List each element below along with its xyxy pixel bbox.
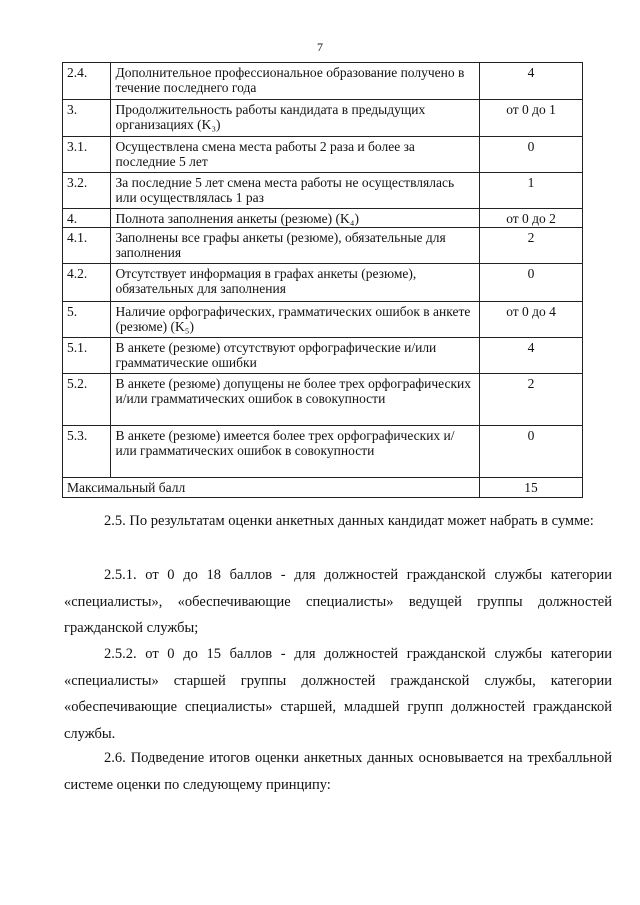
paragraph-text: 2.5.2. от 0 до 15 баллов - для должностей гражданской службы категории «специалисты» старшей группы должностей гражданской службы, категории «обеспечивающие специалисты» старшей, младшей групп должностей гражданской службы.: [64, 646, 612, 742]
row-score: 0: [480, 137, 583, 173]
table-row: [63, 338, 583, 374]
row-number: 4.: [63, 209, 111, 228]
table-row: [63, 173, 583, 209]
table-row: [63, 63, 583, 100]
row-number: 5.2.: [63, 374, 111, 426]
row-score: 2: [480, 228, 583, 264]
row-description: Полнота заполнения анкеты (резюме) (K₄): [111, 209, 480, 228]
table-row: [63, 209, 583, 228]
row-description: Заполнены все графы анкеты (резюме), обязательные для заполнения: [111, 228, 480, 264]
row-number: 3.1.: [63, 137, 111, 173]
row-number: 5.: [63, 302, 111, 338]
row-score: от 0 до 4: [480, 302, 583, 338]
row-description: В анкете (резюме) имеется более трех орфографических и/или грамматических ошибок в совокупности: [111, 426, 480, 478]
row-description: Продолжительность работы кандидата в предыдущих организациях (K₃): [111, 100, 480, 137]
paragraph-2-5-2: [64, 641, 612, 747]
table-row: [63, 374, 583, 426]
paragraph-2-6: [64, 745, 612, 798]
table-row: [63, 228, 583, 264]
row-number: 3.2.: [63, 173, 111, 209]
row-description: Отсутствует информация в графах анкеты (резюме), обязательных для заполнения: [111, 264, 480, 302]
row-description: Наличие орфографических, грамматических ошибок в анкете (резюме) (K₅): [111, 302, 480, 338]
row-score: 1: [480, 173, 583, 209]
table-row: [63, 137, 583, 173]
row-score: 4: [480, 63, 583, 100]
row-number: 5.1.: [63, 338, 111, 374]
table-row: [63, 426, 583, 478]
page-number: 7: [317, 40, 323, 54]
paragraph-2-5: [64, 508, 612, 535]
paragraph-text: 2.6. Подведение итогов оценки анкетных данных основывается на трехбалльной системе оценки по следующему принципу:: [64, 750, 612, 793]
row-number: 5.3.: [63, 426, 111, 478]
row-score: 0: [480, 426, 583, 478]
row-number: 3.: [63, 100, 111, 137]
row-score: 4: [480, 338, 583, 374]
paragraph-text: 2.5.1. от 0 до 18 баллов - для должностей гражданской службы категории «специалисты», «обеспечивающие специалисты» ведущей группы должностей гражданской службы;: [64, 567, 612, 636]
total-value: 15: [480, 478, 583, 498]
table-row: [63, 100, 583, 137]
row-number: 4.1.: [63, 228, 111, 264]
row-score: от 0 до 2: [480, 209, 583, 228]
row-description: Дополнительное профессиональное образование получено в течение последнего года: [111, 63, 480, 100]
row-score: от 0 до 1: [480, 100, 583, 137]
row-description: В анкете (резюме) отсутствуют орфографические и/или грамматические ошибки: [111, 338, 480, 374]
row-score: 2: [480, 374, 583, 426]
paragraph-2-5-1: [64, 562, 612, 642]
total-label: Максимальный балл: [63, 478, 480, 498]
row-number: 4.2.: [63, 264, 111, 302]
table-row: [63, 302, 583, 338]
row-description: В анкете (резюме) допущены не более трех орфографических и/или грамматических ошибок в совокупности: [111, 374, 480, 426]
row-number: 2.4.: [63, 63, 111, 100]
table-total-row: [63, 478, 583, 498]
row-description: За последние 5 лет смена места работы не осуществлялась или осуществлялась 1 раз: [111, 173, 480, 209]
row-score: 0: [480, 264, 583, 302]
scoring-table: [62, 62, 583, 498]
table-row: [63, 264, 583, 302]
row-description: Осуществлена смена места работы 2 раза и более за последние 5 лет: [111, 137, 480, 173]
paragraph-text: 2.5. По результатам оценки анкетных данных кандидат может набрать в сумме:: [104, 513, 594, 529]
